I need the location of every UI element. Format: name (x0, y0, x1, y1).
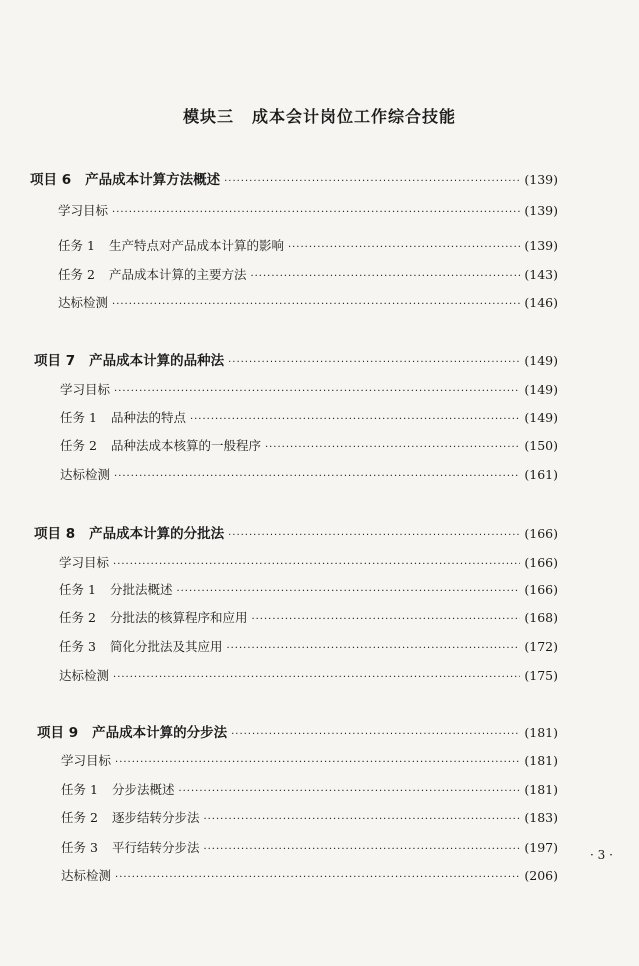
page-number: (143) (524, 267, 558, 282)
dot-leader (288, 239, 520, 257)
dot-leader (228, 354, 520, 372)
project-title: 产品成本计算方法概述 (85, 172, 221, 188)
task-number: 任务 1 (60, 410, 97, 425)
dot-leader (115, 869, 520, 887)
toc-item-entry[interactable] (58, 237, 558, 255)
page-number: (168) (524, 610, 558, 625)
toc-item-entry[interactable] (61, 781, 558, 799)
page-number: (146) (524, 295, 558, 310)
dot-leader (115, 754, 520, 772)
item-title: 品种法的特点 (110, 410, 186, 425)
page-number: (181) (524, 725, 558, 740)
task-number: 任务 3 (61, 840, 98, 855)
dot-leader (112, 204, 520, 222)
toc-project-entry[interactable] (34, 525, 558, 543)
page-number: (181) (524, 753, 558, 768)
module-name: 成本会计岗位工作综合技能 (252, 107, 457, 126)
page-number: (139) (524, 172, 558, 187)
toc-item-entry[interactable] (59, 609, 558, 627)
module-number: 模块三 (182, 107, 234, 126)
toc-item-entry[interactable] (60, 409, 558, 427)
toc-item-entry[interactable] (58, 202, 558, 220)
toc-item-entry[interactable] (59, 554, 558, 572)
dot-leader (203, 811, 520, 829)
project-number: 项目 7 (34, 353, 76, 369)
task-number: 任务 2 (59, 610, 96, 625)
page-number: (149) (524, 353, 558, 368)
project-title: 产品成本计算的分批法 (89, 526, 225, 542)
task-number: 任务 2 (60, 438, 97, 453)
item-title: 逐步结转分步法 (111, 810, 200, 825)
dot-leader (114, 383, 520, 401)
page-number: (166) (524, 526, 558, 541)
item-title: 学习目标 (61, 753, 112, 768)
project-number: 项目 8 (34, 526, 76, 542)
dot-leader (231, 726, 520, 744)
item-title: 达标检测 (61, 868, 112, 883)
task-number: 任务 1 (59, 582, 96, 597)
dot-leader (250, 268, 520, 286)
page-number: (175) (524, 668, 558, 683)
item-title: 简化分批法及其应用 (109, 639, 223, 654)
toc-item-entry[interactable] (58, 266, 558, 284)
dot-leader (226, 640, 520, 658)
page-number: (139) (524, 203, 558, 218)
dot-leader (228, 527, 520, 545)
page-number: (197) (524, 840, 558, 855)
page-number: (149) (524, 410, 558, 425)
page-number: (183) (524, 810, 558, 825)
dot-leader (114, 468, 520, 486)
dot-leader (176, 583, 520, 601)
task-number: 任务 1 (58, 238, 95, 253)
task-number: 任务 2 (58, 267, 95, 282)
project-number: 项目 6 (30, 172, 72, 188)
item-title: 学习目标 (60, 382, 111, 397)
item-title: 生产特点对产品成本计算的影响 (108, 238, 284, 253)
page-number: (166) (524, 582, 558, 597)
toc-item-entry[interactable] (60, 466, 558, 484)
dot-leader (251, 611, 520, 629)
footer-page-number: · 3 · (590, 848, 613, 862)
toc-item-entry[interactable] (59, 667, 558, 685)
item-title: 产品成本计算的主要方法 (108, 267, 247, 282)
item-title: 平行结转分步法 (111, 840, 200, 855)
item-title: 达标检测 (58, 295, 109, 310)
page-number: (149) (524, 382, 558, 397)
dot-leader (112, 296, 520, 314)
toc-item-entry[interactable] (60, 381, 558, 399)
item-title: 学习目标 (59, 555, 110, 570)
toc-project-entry[interactable] (30, 171, 558, 189)
dot-leader (113, 669, 520, 687)
dot-leader (178, 783, 520, 801)
dot-leader (265, 439, 520, 457)
dot-leader (203, 841, 520, 859)
page-number: (150) (524, 438, 558, 453)
item-title: 学习目标 (58, 203, 109, 218)
toc-item-entry[interactable] (61, 867, 558, 885)
dot-leader (224, 173, 520, 191)
toc-item-entry[interactable] (59, 638, 558, 656)
page-number: (181) (524, 782, 558, 797)
task-number: 任务 3 (59, 639, 96, 654)
dot-leader (113, 556, 520, 574)
item-title: 品种法成本核算的一般程序 (110, 438, 261, 453)
dot-leader (190, 411, 520, 429)
item-title: 达标检测 (60, 467, 111, 482)
project-number: 项目 9 (37, 725, 79, 741)
project-title: 产品成本计算的分步法 (92, 725, 228, 741)
toc-item-entry[interactable] (60, 437, 558, 455)
toc-project-entry[interactable] (34, 352, 558, 370)
toc-item-entry[interactable] (61, 752, 558, 770)
toc-project-entry[interactable] (37, 724, 558, 742)
task-number: 任务 2 (61, 810, 98, 825)
page-number: (139) (524, 238, 558, 253)
item-title: 分步法概述 (111, 782, 175, 797)
module-title (0, 104, 639, 127)
page-number: (161) (524, 467, 558, 482)
toc-item-entry[interactable] (59, 581, 558, 599)
page-number: (206) (524, 868, 558, 883)
page-number: (172) (524, 639, 558, 654)
item-title: 达标检测 (59, 668, 110, 683)
project-title: 产品成本计算的品种法 (89, 353, 225, 369)
task-number: 任务 1 (61, 782, 98, 797)
item-title: 分批法的核算程序和应用 (109, 610, 248, 625)
toc-item-entry[interactable] (61, 809, 558, 827)
toc-item-entry[interactable] (58, 294, 558, 312)
item-title: 分批法概述 (109, 582, 173, 597)
page-number: (166) (524, 555, 558, 570)
toc-item-entry[interactable] (61, 839, 558, 857)
